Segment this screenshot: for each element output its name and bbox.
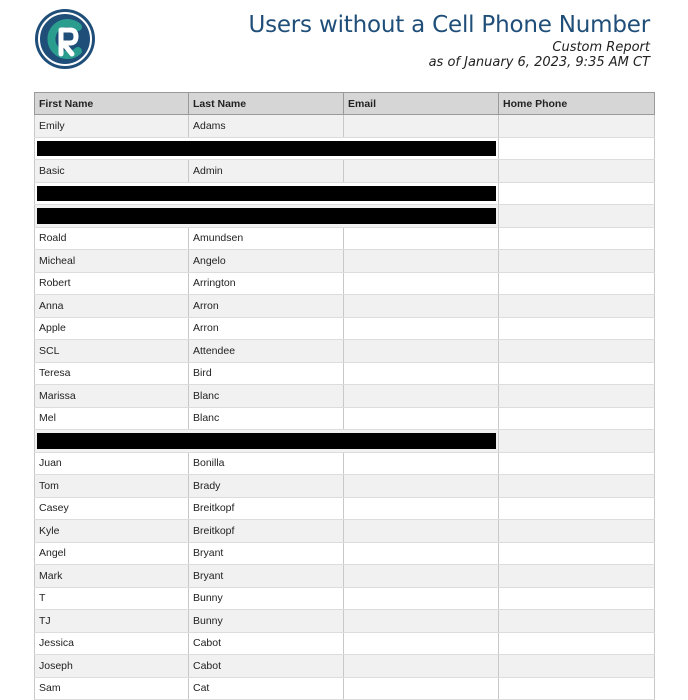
- table-body: [35, 115, 655, 700]
- cell-home-phone: [499, 385, 655, 408]
- cell-first-name: Mel: [35, 407, 189, 430]
- cell-last-name: Breitkopf: [189, 497, 344, 520]
- cell-home-phone: [499, 520, 655, 543]
- company-logo: [34, 8, 96, 70]
- cell-last-name: Admin: [189, 160, 344, 183]
- cell-home-phone: [499, 452, 655, 475]
- cell-first-name: Marissa: [35, 385, 189, 408]
- cell-last-name: Bonilla: [189, 452, 344, 475]
- cell-last-name: Cabot: [189, 655, 344, 678]
- cell-home-phone: [499, 677, 655, 700]
- cell-last-name: Arrington: [189, 272, 344, 295]
- column-header-home-phone: Home Phone: [499, 93, 655, 115]
- cell-home-phone: [499, 340, 655, 363]
- cell-first-name: Basic: [35, 160, 189, 183]
- table-row: [35, 452, 655, 475]
- cell-email: [344, 250, 499, 273]
- cell-home-phone: [499, 362, 655, 385]
- cell-last-name: Bryant: [189, 542, 344, 565]
- cell-email: [344, 587, 499, 610]
- redaction-bar: [37, 433, 496, 449]
- cell-email: [344, 452, 499, 475]
- report-subtitle: Custom Report: [552, 40, 650, 55]
- redacted-cell: [35, 137, 499, 160]
- cell-home-phone: [499, 272, 655, 295]
- report-title: Users without a Cell Phone Number: [248, 12, 650, 38]
- table-row: [35, 362, 655, 385]
- cell-first-name: Joseph: [35, 655, 189, 678]
- cell-first-name: Emily: [35, 115, 189, 138]
- redacted-cell: [35, 430, 499, 453]
- cell-email: [344, 475, 499, 498]
- cell-email: [344, 362, 499, 385]
- cell-last-name: Cabot: [189, 632, 344, 655]
- cell-home-phone: [499, 475, 655, 498]
- cell-home-phone: [499, 160, 655, 183]
- cell-home-phone: [499, 632, 655, 655]
- cell-first-name: Anna: [35, 295, 189, 318]
- cell-email: [344, 610, 499, 633]
- table-row: [35, 520, 655, 543]
- table-row: [35, 610, 655, 633]
- cell-home-phone: [499, 407, 655, 430]
- column-header-first-name: First Name: [35, 93, 189, 115]
- cell-home-phone: [499, 250, 655, 273]
- cell-first-name: Sam: [35, 677, 189, 700]
- cell-last-name: Amundsen: [189, 227, 344, 250]
- cell-email: [344, 655, 499, 678]
- cell-email: [344, 520, 499, 543]
- report-timestamp: as of January 6, 2023, 9:35 AM CT: [428, 55, 650, 70]
- cell-first-name: Roald: [35, 227, 189, 250]
- cell-home-phone: [499, 137, 655, 160]
- redaction-bar: [37, 141, 496, 157]
- cell-first-name: Kyle: [35, 520, 189, 543]
- redaction-bar: [37, 208, 496, 224]
- cell-home-phone: [499, 587, 655, 610]
- cell-home-phone: [499, 655, 655, 678]
- cell-email: [344, 677, 499, 700]
- table-row: [35, 317, 655, 340]
- cell-first-name: TJ: [35, 610, 189, 633]
- cell-first-name: Juan: [35, 452, 189, 475]
- cell-last-name: Breitkopf: [189, 520, 344, 543]
- table-row: [35, 587, 655, 610]
- redacted-cell: [35, 182, 499, 205]
- table-row: [35, 227, 655, 250]
- cell-last-name: Adams: [189, 115, 344, 138]
- table-row: [35, 677, 655, 700]
- cell-email: [344, 565, 499, 588]
- users-table: [34, 92, 655, 700]
- cell-home-phone: [499, 565, 655, 588]
- redaction-bar: [37, 186, 496, 202]
- table-row: [35, 475, 655, 498]
- table-row: [35, 497, 655, 520]
- cell-email: [344, 407, 499, 430]
- cell-first-name: Micheal: [35, 250, 189, 273]
- cell-home-phone: [499, 115, 655, 138]
- cell-email: [344, 385, 499, 408]
- table-row: [35, 385, 655, 408]
- cell-home-phone: [499, 497, 655, 520]
- cell-first-name: Jessica: [35, 632, 189, 655]
- table-row: [35, 565, 655, 588]
- cell-email: [344, 227, 499, 250]
- cell-email: [344, 542, 499, 565]
- cell-home-phone: [499, 182, 655, 205]
- cell-home-phone: [499, 430, 655, 453]
- table-row-redacted: [35, 182, 655, 205]
- table-row: [35, 115, 655, 138]
- cell-first-name: Angel: [35, 542, 189, 565]
- cell-email: [344, 340, 499, 363]
- redacted-cell: [35, 205, 499, 228]
- cell-email: [344, 632, 499, 655]
- cell-email: [344, 295, 499, 318]
- cell-last-name: Attendee: [189, 340, 344, 363]
- cell-first-name: Casey: [35, 497, 189, 520]
- cell-last-name: Cat: [189, 677, 344, 700]
- column-header-email: Email: [344, 93, 499, 115]
- table-row-redacted: [35, 205, 655, 228]
- cell-home-phone: [499, 227, 655, 250]
- cell-last-name: Angelo: [189, 250, 344, 273]
- table-row: [35, 542, 655, 565]
- cell-home-phone: [499, 542, 655, 565]
- cell-first-name: SCL: [35, 340, 189, 363]
- cell-last-name: Bunny: [189, 587, 344, 610]
- table-row: [35, 655, 655, 678]
- cell-email: [344, 317, 499, 340]
- cell-first-name: T: [35, 587, 189, 610]
- table-row: [35, 340, 655, 363]
- cell-last-name: Bird: [189, 362, 344, 385]
- cell-last-name: Bryant: [189, 565, 344, 588]
- cell-last-name: Brady: [189, 475, 344, 498]
- report-header: [248, 10, 650, 70]
- cell-last-name: Arron: [189, 295, 344, 318]
- table-row: [35, 250, 655, 273]
- cell-last-name: Arron: [189, 317, 344, 340]
- column-header-last-name: Last Name: [189, 93, 344, 115]
- cell-email: [344, 160, 499, 183]
- table-row: [35, 295, 655, 318]
- cell-email: [344, 115, 499, 138]
- cell-first-name: Apple: [35, 317, 189, 340]
- cell-first-name: Robert: [35, 272, 189, 295]
- cell-home-phone: [499, 317, 655, 340]
- table-row: [35, 407, 655, 430]
- cell-email: [344, 272, 499, 295]
- table-row: [35, 272, 655, 295]
- table-row: [35, 632, 655, 655]
- cell-last-name: Blanc: [189, 407, 344, 430]
- cell-home-phone: [499, 205, 655, 228]
- table-header-row: [35, 93, 655, 115]
- cell-first-name: Teresa: [35, 362, 189, 385]
- table-row-redacted: [35, 430, 655, 453]
- cell-home-phone: [499, 295, 655, 318]
- cell-last-name: Blanc: [189, 385, 344, 408]
- table-row-redacted: [35, 137, 655, 160]
- table-row: [35, 160, 655, 183]
- cell-first-name: Mark: [35, 565, 189, 588]
- cell-home-phone: [499, 610, 655, 633]
- cell-email: [344, 497, 499, 520]
- cell-first-name: Tom: [35, 475, 189, 498]
- cell-last-name: Bunny: [189, 610, 344, 633]
